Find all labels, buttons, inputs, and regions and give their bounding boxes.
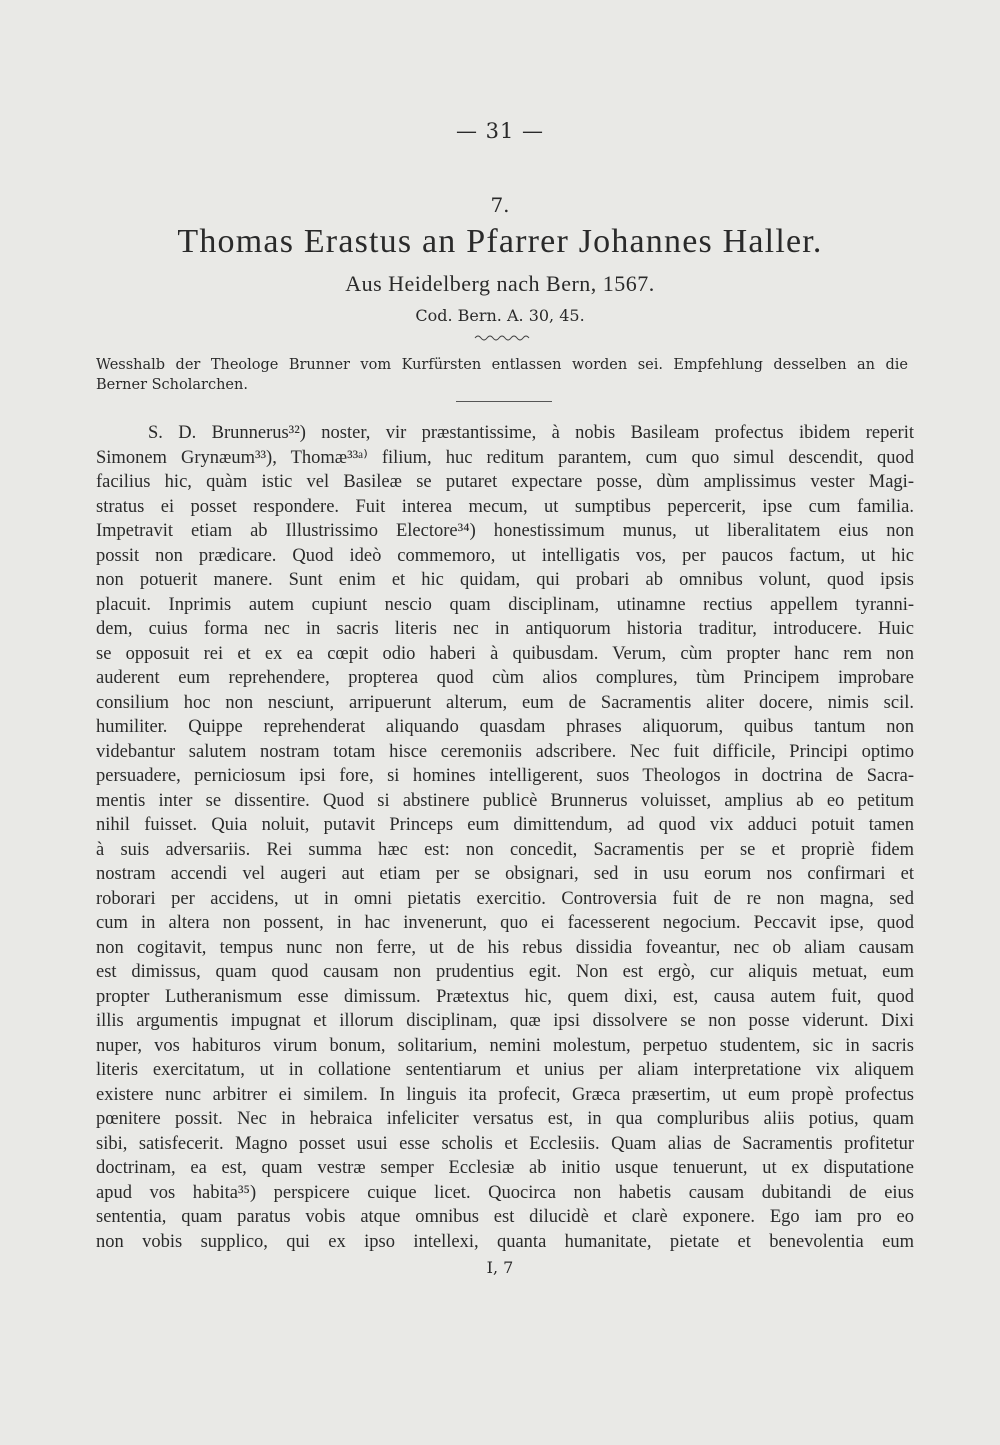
body-line: roborari per accidens, ut in omni pietatis exercitio. Controversia fuit de re non magna, sed: [96, 888, 914, 909]
body-line: placuit. Inprimis autem cupiunt nescio quam disciplinam, utinamne rectius appellem tyranni-: [96, 594, 914, 615]
document-summary: [96, 355, 908, 395]
page-number: — 31 —: [455, 119, 545, 143]
body-line: nihil fuisset. Quia noluit, putavit Princeps eum dimittendum, ad quod vix adduci potuit tamen: [96, 815, 914, 835]
document-title: Thomas Erastus an Pfarrer Johannes Haller.: [177, 223, 823, 260]
body-line: sibi, satisfecerit. Magno posset usui esse scholis et Ecclesiis. Quam alias de Sacramentis profitetur: [96, 1133, 914, 1154]
body-line: se opposuit rei et ex ea cœpit odio haberi à quibusdam. Verum, cùm propter hanc rem non: [96, 643, 914, 664]
body-line: doctrinam, ea est, quam vestræ semper Ecclesiæ ab initio usque tenuerunt, ut ex disputatione: [96, 1158, 914, 1178]
summary-line: Berner Scholarchen.: [96, 377, 248, 393]
body-line: humiliter. Quippe reprehenderat aliquando quasdam phrases aliquorum, quibus tantum non: [96, 717, 914, 737]
document-subtitle: Aus Heidelberg nach Bern, 1567.: [345, 271, 655, 296]
body-line: à suis adversariis. Rei summa hæc est: non concedit, Sacramentis per se et propriè fidem: [96, 839, 914, 860]
body-line: pœnitere possit. Nec in hebraica infeliciter versatus est, in qua compluribus aliis potius, quam: [96, 1109, 914, 1129]
body-line: propter Lutheranismum esse dimissum. Prætextus hic, quem dixi, est, causa autem fuit, quod: [96, 986, 914, 1007]
body-line: literis exercitatum, ut in collatione sententiarum et unius per aliam interpretatione vix aliquem: [96, 1060, 914, 1080]
body-line: facilius hic, quàm istic vel Basileæ se putaret expectare posse, dùm amplissimus vester Magi-: [96, 472, 914, 492]
section-divider: [456, 401, 552, 402]
body-line: illis argumentis impugnat et illorum disciplinam, quæ ipsi dissolvere se non posse viderunt. Dixi: [96, 1011, 914, 1031]
body-line: auderent eum reprehendere, propterea quod cùm alios complures, tùm Principem improbare: [96, 668, 914, 688]
body-line: persuadere, perniciosum ipsi fore, si homines intelligerent, suos Theologos in doctrina de Sacra-: [96, 766, 914, 786]
body-line: cum in altera non possent, in hac invenerunt, quo ei facesserent negocium. Peccavit ipse, quod: [96, 913, 914, 933]
body-line: non potuerit manere. Sunt enim et hic quidam, qui probari ab omnibus volunt, quod ipsis: [96, 570, 914, 590]
body-line: nuper, vos habituros virum bonum, solitarium, nemini molestum, perpetuo studentem, sic in sacris: [96, 1035, 914, 1056]
body-line: non cogitavit, tempus nunc non ferre, ut de his rebus dissidia foveantur, nec ob aliam causam: [96, 937, 914, 958]
document-number: 7.: [490, 193, 510, 217]
body-line: est dimissus, quam quod causam non prudentius egit. Non est ergò, cur aliquis metuat, eum: [96, 962, 914, 982]
body-line: apud vos habita³⁵) perspicere cuique licet. Quocirca non habetis causam dubitandi de eius: [96, 1182, 914, 1203]
flourish-ornament: [474, 333, 530, 343]
body-line: videbantur salutem nostram totam hisce ceremoniis adscribere. Nec fuit difficile, Principi optimo: [96, 741, 914, 762]
sheet-signature: I, 7: [486, 1258, 514, 1277]
body-line: sententia, quam paratus vobis atque omnibus est dilucidè et clarè exponere. Ego iam pro eo: [96, 1207, 914, 1227]
letter-body: [96, 421, 914, 1254]
body-line: existere nunc arbitrer ei similem. In linguis ita profecit, Græca præsertim, ut eum propè profectus: [96, 1084, 914, 1105]
body-line: Impetravit etiam ab Illustrissimo Electore³⁴) honestissimum munus, ut liberalitatem eius non: [96, 521, 914, 541]
document-source: Cod. Bern. A. 30, 45.: [415, 306, 585, 325]
body-line: Simonem Grynæum³³), Thomæ³³ᵃ⁾ filium, huc reditum parantem, cum quo simul descendit, quod: [96, 447, 914, 468]
summary-line: Wesshalb der Theologe Brunner vom Kurfürsten entlassen worden sei. Empfehlung desselben an die: [96, 357, 908, 373]
body-line: stratus ei posset respondere. Fuit interea mecum, ut sumptibus pepercerit, ipse cum familia.: [96, 496, 914, 517]
body-line: S. D. Brunnerus³²) noster, vir præstantissime, à nobis Basileam profectus ibidem reperit: [148, 423, 914, 443]
body-line: dem, cuius forma nec in sacris literis nec in antiquorum historia traditur, introducere. Huic: [96, 619, 914, 639]
body-line: non vobis supplico, qui ex ipso intellexi, quanta humanitate, pietate et benevolentia eum: [96, 1231, 914, 1252]
body-line: nostram accendi vel augeri aut etiam per se obsignari, sed in usu eorum nos confirmari et: [96, 864, 914, 884]
body-line: consilium hoc non nesciunt, arripuerunt alterum, eum de Sacramentis aliter docere, nimis scil.: [96, 692, 914, 713]
body-line: mentis inter se dissentire. Quod si abstinere publicè Brunnerus voluisset, amplius ab eo petitum: [96, 790, 914, 811]
body-line: possit non prædicare. Quod ideò commemoro, ut intelligatis vos, per paucos factum, ut hic: [96, 545, 914, 566]
